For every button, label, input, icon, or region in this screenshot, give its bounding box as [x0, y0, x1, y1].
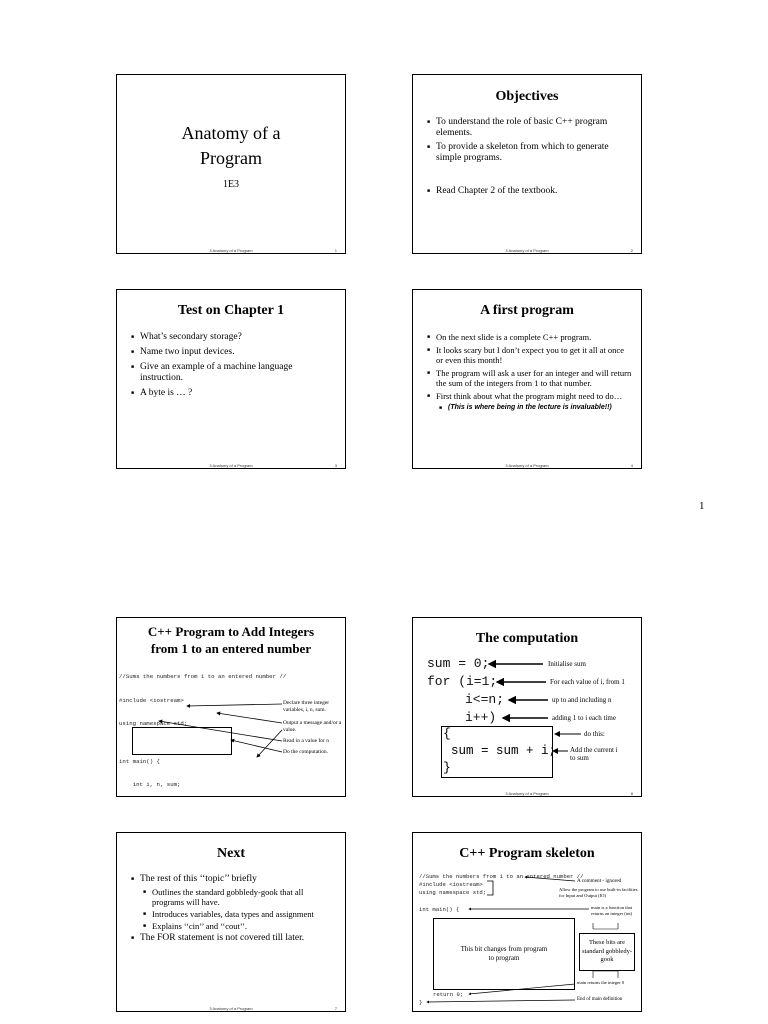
- bullet: ■ First think about what the program might need to do…: [427, 391, 633, 402]
- sub-bullet: ■ Introduces variables, data types and assignment: [143, 909, 337, 919]
- slide-title: Next: [217, 846, 245, 861]
- bullet: ■ The FOR statement is not covered till later.: [131, 933, 337, 944]
- slide-title: Anatomy of a Program: [181, 123, 281, 168]
- code-comment: //Sums the numbers from 1 to an entered number //: [419, 873, 584, 880]
- bullet: ■ On the next slide is a complete C++ program.: [427, 332, 633, 343]
- slide-8: [412, 832, 642, 1012]
- annotation-compute: Do the computation.: [283, 749, 329, 755]
- slide-title: Test on Chapter 1: [177, 303, 285, 318]
- annotation-do: do this:: [584, 730, 605, 738]
- bullet: ■ It looks scary but I don’t expect you to get it all at once or even this month!: [427, 345, 633, 366]
- code-condition: i<=n;: [465, 692, 505, 707]
- annotation-comment: A comment - ignored: [577, 878, 622, 884]
- slide-title: Objectives: [495, 89, 559, 104]
- bullet: ■ Name two input devices.: [131, 347, 335, 358]
- code-sum-init: sum = 0;: [427, 656, 490, 671]
- slide-1: Anatomy of a Program 1E3 3 Anatomy of a Program 1: [116, 74, 346, 254]
- annotation-output: Output a message and/or a value.: [283, 720, 342, 733]
- bullet: ■ To provide a skeleton from which to generate simple programs.: [427, 142, 631, 164]
- annotation-increment: adding 1 to i each time: [552, 714, 616, 722]
- code-include: #include <iostream>: [419, 881, 483, 888]
- annotation-read: Read in a value for n: [283, 738, 329, 744]
- annotation-return: main returns the integer 0: [577, 980, 625, 985]
- slide-4: A first program ■ On the next slide is a complete C++ program. ■ It looks scary but I don’t expect you to get it all at once or even this month! ■ The program will ask a user for an integer and will return the sum of the integers from 1 to that number. ■ First think about what the program might need to do… ■ (This is where being in the lecture is invaluable!!) 3 Anatomy of a Program 4: [412, 289, 642, 469]
- annotation-main: main is a function that returns an integer (int): [591, 905, 633, 916]
- code-listing: //Sums the numbers from 1 to an entered number // #include <iostream> using namespace std; int main() { int i, n, sum;: [119, 673, 287, 789]
- slide-2: Objectives ■ To understand the role of basic C++ program elements. ■ To provide a skeleton from which to generate simple programs. ■ Read Chapter 2 of the textbook. 3 Anatomy of a Program 2: [412, 74, 642, 254]
- annotation-end: End of main definition: [577, 997, 623, 1002]
- slide-5: [116, 617, 346, 797]
- code-namespace: using namespace std;: [419, 889, 487, 896]
- bullet: ■ The rest of this ‘‘topic’’ briefly: [131, 874, 337, 885]
- slide-title: The computation: [475, 631, 579, 646]
- page-number: 1: [699, 500, 705, 512]
- slide-title: C++ Program to Add Integers from 1 to an entered number: [147, 624, 315, 656]
- slide-title: C++ Program skeleton: [459, 846, 595, 861]
- slide-3: Test on Chapter 1 ■ What’s secondary storage? ■ Name two input devices. ■ Give an example of a machine language instruction. ■ A byte is … ? 3 Anatomy of a Program 3: [116, 289, 346, 469]
- gobbledy-gook-box: These bits are standard gobbledy-gook: [579, 933, 635, 971]
- code-return: return 0;: [433, 991, 464, 998]
- bullet: ■ Read Chapter 2 of the textbook.: [427, 186, 631, 197]
- code-close-brace: }: [443, 760, 451, 775]
- code-increment: i++): [465, 710, 497, 725]
- sub-bullet: ■ (This is where being in the lecture is invaluable!!): [439, 403, 633, 412]
- changing-code-box: This bit changes from program to program: [433, 918, 575, 990]
- code-close: }: [419, 999, 423, 1006]
- code-body: sum = sum + i;: [451, 744, 557, 758]
- annotation-add: Add the current i to sum: [570, 746, 618, 762]
- annotation-include: Allow the program to use built-in facilities for Input and Output (IO): [559, 887, 638, 898]
- annotation-arrows: [117, 618, 346, 797]
- code-for: for (i=1;: [427, 674, 498, 689]
- bullet: ■ A byte is … ?: [131, 388, 335, 399]
- slide-6: The computation sum = 0; for (i=1; i<=n; i++) { sum = sum + i; } Initialise sum For each value of i, from 1 up to and including n adding 1 to i each time do this: Add the current i to sum 3 Anatomy of a Program 8: [412, 617, 642, 797]
- bullet: ■ To understand the role of basic C++ program elements.: [427, 117, 631, 139]
- bullet: ■ The program will ask a user for an integer and will return the sum of the integers from 1 to that number.: [427, 368, 633, 389]
- sub-bullet: ■ Outlines the standard gobbledy-gook that all programs will have.: [143, 887, 337, 907]
- slide-subtitle: 1E3: [222, 179, 240, 190]
- annotation-declare: Declare three integer variables, i, n, sum.: [283, 700, 330, 713]
- slide-7: Next ■ The rest of this ‘‘topic’’ briefly ■ Outlines the standard gobbledy-gook that all programs will have. ■ Introduces variables, data types and assignment ■ Explains ‘‘cin’’ and ‘‘cout’’. ■ The FOR statement is not covered till later. 3 Anatomy of a Program 7: [116, 832, 346, 1012]
- annotation-condition: up to and including n: [552, 696, 612, 704]
- slide-title: A first program: [480, 303, 574, 318]
- bullet: ■ Give an example of a machine language instruction.: [131, 362, 335, 384]
- annotation-for: For each value of i, from 1: [550, 678, 625, 686]
- code-open-brace: {: [443, 726, 451, 741]
- annotation-init: Initialise sum: [548, 660, 586, 668]
- sub-bullet: ■ Explains ‘‘cin’’ and ‘‘cout’’.: [143, 921, 337, 931]
- annotation-arrows: [413, 833, 642, 1012]
- annotation-arrows: [413, 618, 642, 797]
- bullet: ■ What’s secondary storage?: [131, 332, 335, 343]
- code-main: int main() {: [419, 906, 460, 913]
